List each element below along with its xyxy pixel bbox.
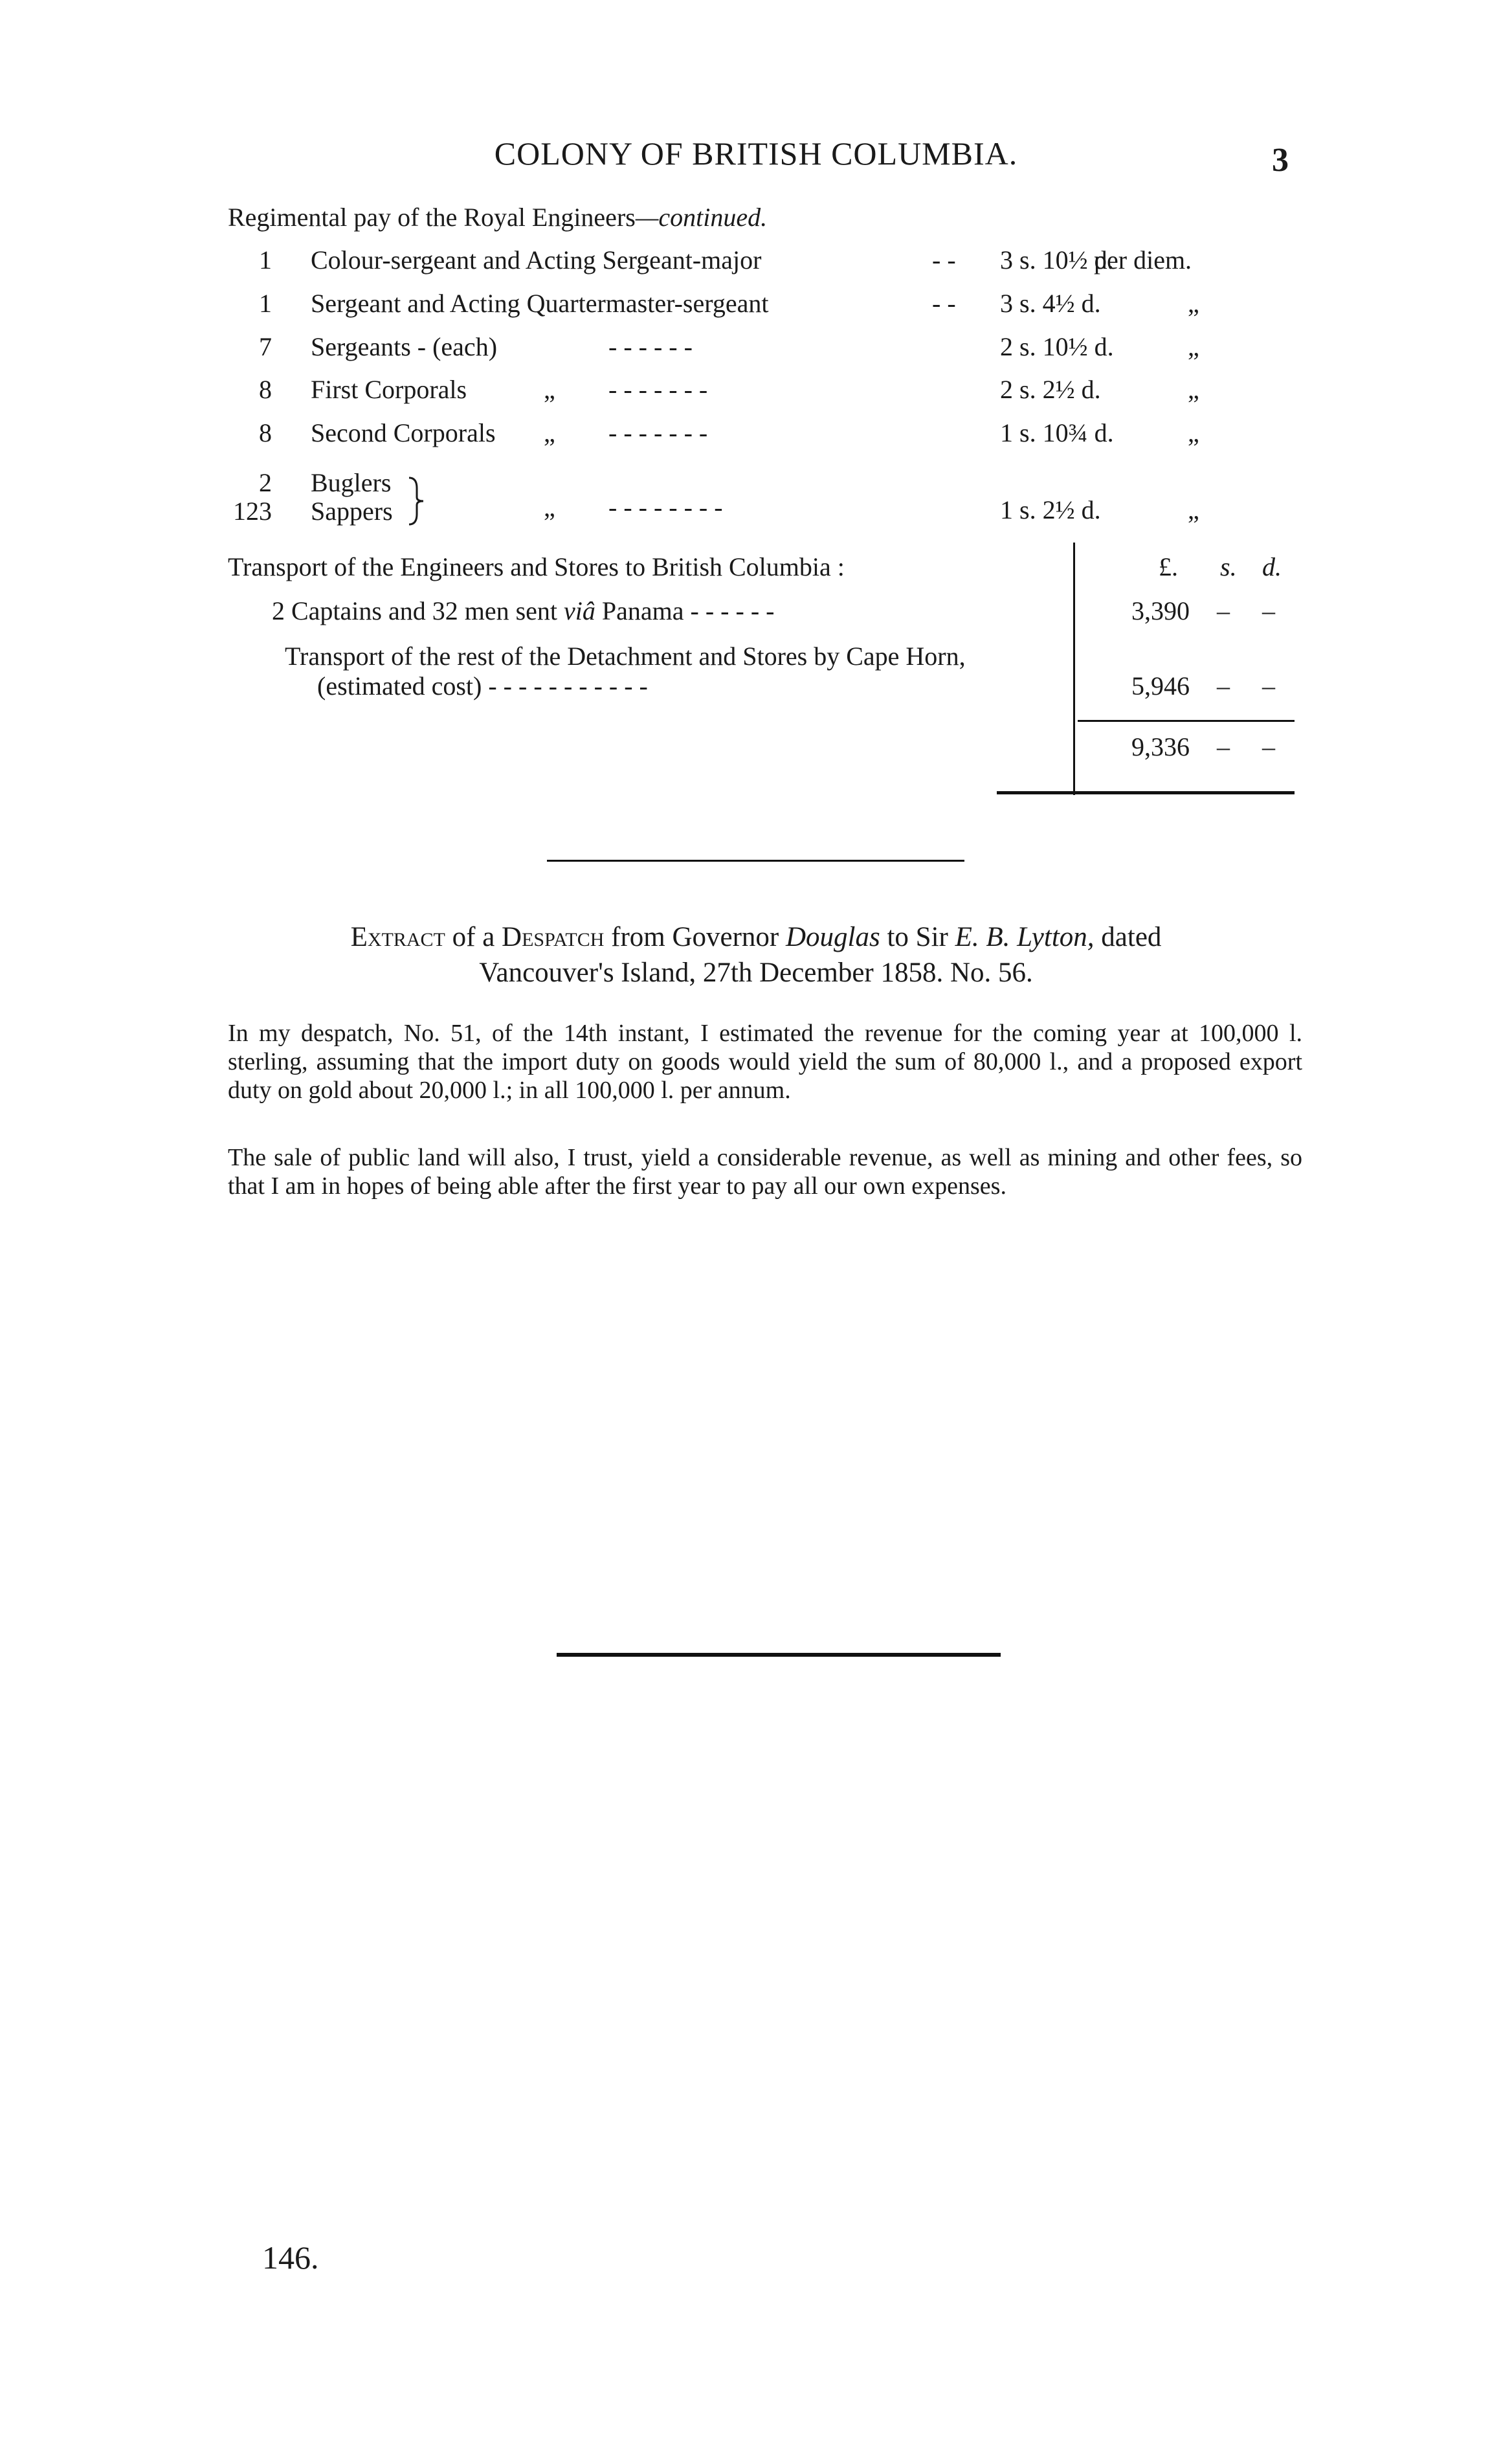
pay-unit: „ [1188,495,1199,524]
pay-unit: „ [1188,375,1199,404]
pay-rate: 3 s. 4½ d. [1000,289,1101,318]
pay-row-buglers-sappers [0,469,1512,540]
section-divider [547,860,964,862]
page-title: COLONY OF BRITISH COLUMBIA. [494,135,1018,172]
pay-rate: 3 s. 10½ d. [1000,245,1114,275]
pence-panama: – [1262,596,1275,625]
pay-rate: 2 s. 2½ d. [1000,375,1101,404]
extract-subtitle: Vancouver's Island, 27th December 1858. No. 56. [479,958,1033,988]
pay-row [0,331,1512,370]
brace-icon [406,475,426,527]
transport-row-cape-horn: Transport of the rest of the Detachment and Stores by Cape Horn, [285,642,966,671]
transport-caption: Transport of the Engineers and Stores to British Columbia : [228,552,845,581]
pay-row [0,374,1512,413]
sum-rule [1078,720,1295,722]
transport-row-cape-horn-cost: (estimated cost) - - - - - - - - - - - [317,671,648,701]
pay-row [0,245,1512,284]
shillings-cape-horn: – [1217,671,1230,701]
ditto-mark: „ [544,493,555,522]
page-number: 3 [1272,142,1289,179]
pay-count: 123 [233,497,272,526]
amount-total: 9,336 [1131,732,1190,761]
pay-rank: Second Corporals [311,418,496,447]
column-rule [1073,543,1075,795]
pay-unit: „ [1188,289,1199,318]
pence-total: – [1262,732,1275,761]
pay-row [0,288,1512,327]
pay-count: 8 [259,375,272,404]
pay-unit: per diem. [1094,245,1192,275]
pay-count: 7 [259,332,272,361]
pay-rank: Colour-sergeant and Acting Sergeant-major [311,245,762,275]
pay-rate: 1 s. 2½ d. [1000,495,1101,524]
shillings-panama: – [1217,596,1230,625]
pence-cape-horn: – [1262,671,1275,701]
pounds-header: £. [1159,552,1178,581]
pay-unit: „ [1188,332,1199,361]
regimental-pay-caption: Regimental pay of the Royal Engineers—continued. [228,203,768,232]
ditto-mark: „ [544,418,555,447]
dot-leader: - - - - - - - [608,418,708,447]
pay-rate: 2 s. 10½ d. [1000,332,1114,361]
shillings-header: s. [1220,552,1237,581]
body-paragraph-1: In my despatch, No. 51, of the 14th instant, I estimated the revenue for the coming year at 100,000 l. sterling, assuming that the import duty on goods would yield the sum of 80,000 l., and a proposed export duty on gold about 20,000 l.; in all 100,000 l. per annum. [228,1020,1302,1104]
pay-count: 1 [259,289,272,318]
amount-panama: 3,390 [1131,596,1190,625]
dot-leader: - - - - - - [608,332,693,361]
pay-rank: Sergeants - (each) [311,332,498,361]
total-rule [997,791,1295,794]
ditto-mark: „ [544,375,555,404]
pay-rank: Sappers [311,497,393,526]
dot-leader: - - - - - - - - [608,493,723,522]
amount-cape-horn: 5,946 [1131,671,1190,701]
dot-leader: - - [932,245,956,275]
body-paragraph-2: The sale of public land will also, I trust, yield a considerable revenue, as well as mining and other fees, so that I am in hopes of being able after the first year to pay all our own expenses. [228,1144,1302,1200]
footer-number: 146. [262,2239,319,2276]
pay-count: 1 [259,245,272,275]
pay-rate: 1 s. 10¾ d. [1000,418,1114,447]
pay-rank: First Corporals [311,375,467,404]
closing-rule [557,1653,1001,1657]
pay-row [0,418,1512,456]
pay-count: 8 [259,418,272,447]
dot-leader: - - [932,289,956,318]
transport-row-panama: 2 Captains and 32 men sent viâ Panama - - - - - - [272,596,775,625]
extract-title: Extract of a Despatch from Governor Douglas to Sir E. B. Lytton, dated [350,922,1162,952]
pay-count: 2 [259,468,272,497]
pence-header: d. [1262,552,1282,581]
pay-rank: Sergeant and Acting Quartermaster-sergeant [311,289,769,318]
shillings-total: – [1217,732,1230,761]
dot-leader: - - - - - - - [608,375,708,404]
pay-rank: Buglers [311,468,392,497]
pay-unit: „ [1188,418,1199,447]
